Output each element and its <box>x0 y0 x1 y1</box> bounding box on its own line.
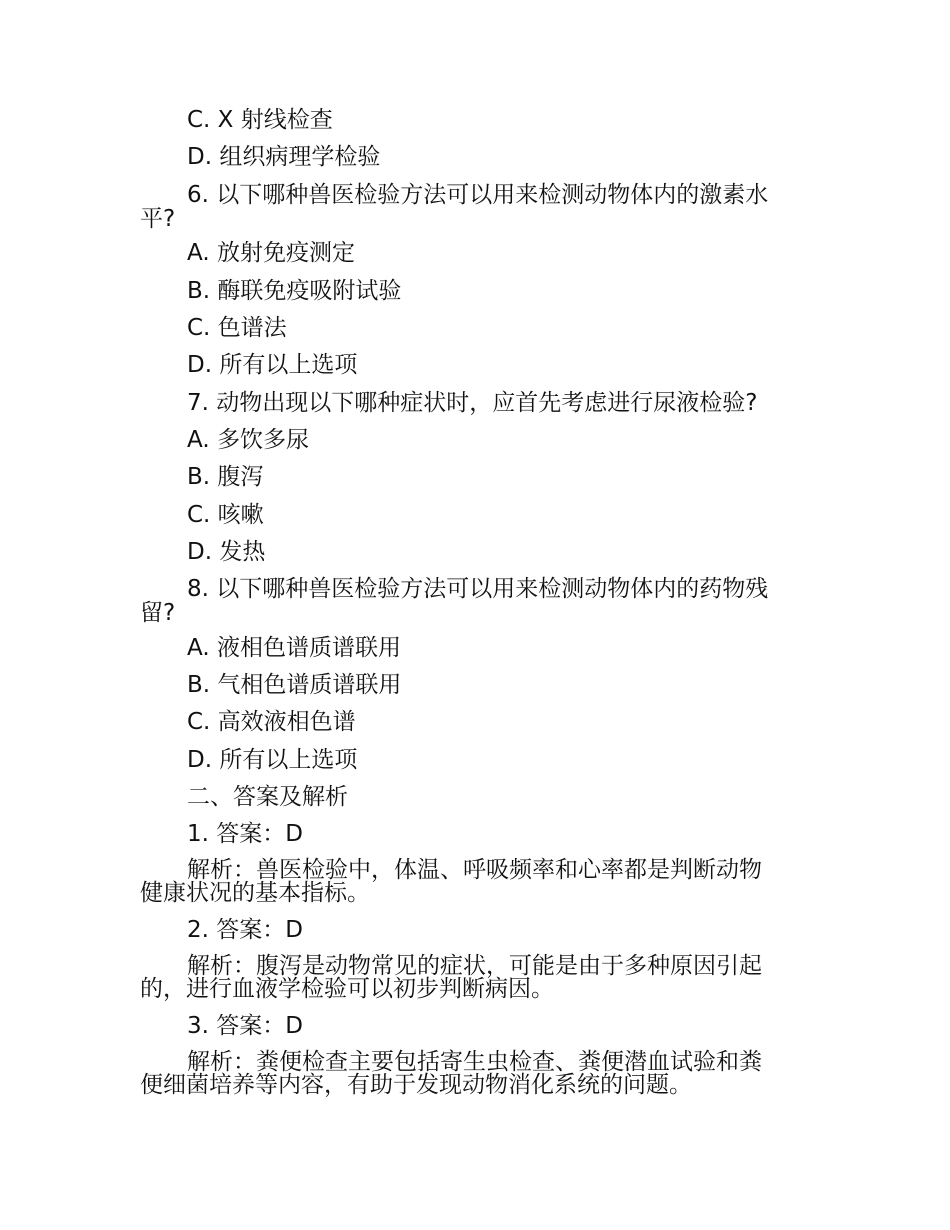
q6-option-a: A. 放射免疫测定 <box>187 240 355 266</box>
q6-question-line1: 6. 以下哪种兽医检验方法可以用来检测动物体内的激素水 <box>187 182 769 208</box>
q8-option-a: A. 液相色谱质谱联用 <box>187 635 401 661</box>
q6-option-d: D. 所有以上选项 <box>187 352 358 378</box>
section-title-answers: 二、答案及解析 <box>187 784 348 810</box>
q5-option-c: C. X 射线检查 <box>187 107 333 133</box>
answer-1-explanation-line1: 解析：兽医检验中，体温、呼吸频率和心率都是判断动物 <box>187 857 762 883</box>
q7-option-d: D. 发热 <box>187 539 266 565</box>
answer-3-explanation-line1: 解析：粪便检查主要包括寄生虫检查、粪便潜血试验和粪 <box>187 1049 762 1075</box>
q8-option-b: B. 气相色谱质谱联用 <box>187 672 402 698</box>
answer-2-explanation-line1: 解析：腹泻是动物常见的症状，可能是由于多种原因引起 <box>187 953 762 979</box>
answer-1-label: 1. 答案：D <box>187 821 303 847</box>
answer-3-explanation-line2: 便细菌培养等内容，有助于发现动物消化系统的问题。 <box>140 1072 692 1098</box>
q6-option-c: C. 色谱法 <box>187 315 287 341</box>
q6-option-b: B. 酶联免疫吸附试验 <box>187 278 402 304</box>
q7-option-b: B. 腹泻 <box>187 464 264 490</box>
q6-question-line2: 平? <box>140 206 176 232</box>
q8-option-c: C. 高效液相色谱 <box>187 709 356 735</box>
q5-option-d: D. 组织病理学检验 <box>187 144 381 170</box>
q8-question-line1: 8. 以下哪种兽医检验方法可以用来检测动物体内的药物残 <box>187 576 769 602</box>
q8-option-d: D. 所有以上选项 <box>187 747 358 773</box>
q8-question-line2: 留? <box>140 600 176 626</box>
answer-3-label: 3. 答案：D <box>187 1013 303 1039</box>
answer-1-explanation-line2: 健康状况的基本指标。 <box>140 880 370 906</box>
answer-2-label: 2. 答案：D <box>187 917 303 943</box>
answer-2-explanation-line2: 的，进行血液学检验可以初步判断病因。 <box>140 976 554 1002</box>
q7-option-c: C. 咳嗽 <box>187 502 264 528</box>
q7-question: 7. 动物出现以下哪种症状时，应首先考虑进行尿液检验? <box>187 390 758 416</box>
q7-option-a: A. 多饮多尿 <box>187 427 309 453</box>
